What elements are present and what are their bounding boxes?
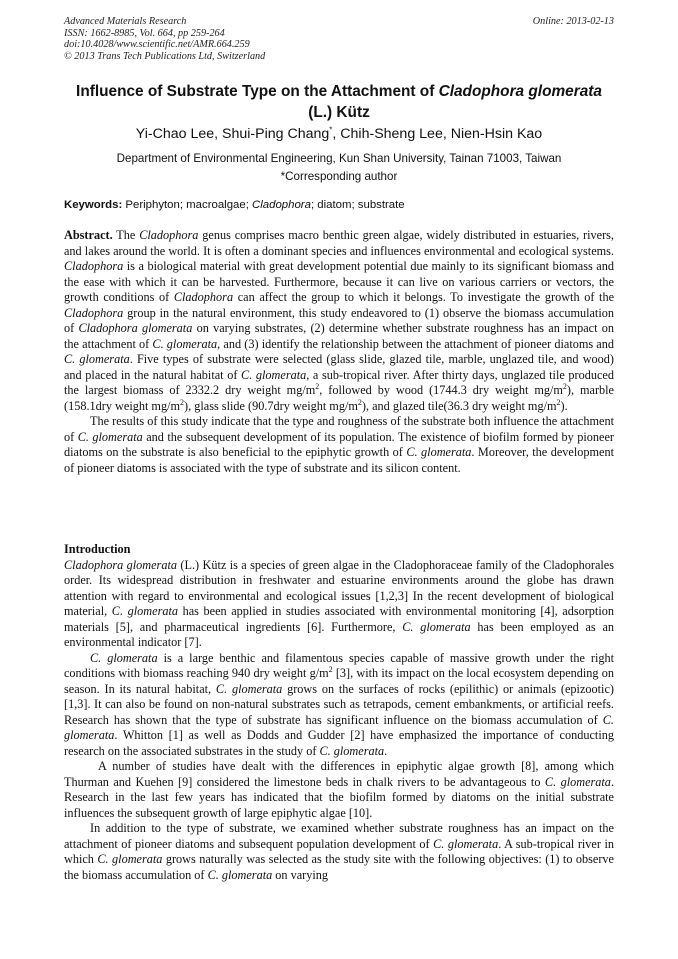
species-name: Cladophora [139, 228, 199, 242]
species-name: C. glomerata [90, 650, 158, 665]
abstract-text: group in the natural environment, this study endeavored to (1) observe the biomass accumulation of [64, 305, 614, 335]
author-4: , Nien-Hsin Kao [442, 126, 543, 142]
abstract-text: and the subsequent development of its population. The existence of biofilm formed by pioneer diatoms on the substrate is also beneficial to the epiphytic growth of [64, 429, 615, 459]
abstract-text: ), glass slide (90.7dry weight mg/m [184, 398, 358, 413]
species-name: C. glomerata [77, 429, 143, 444]
intro-text: has been applied in studies associated with environmental monitoring [4], adsorption materials [5], and pharmaceutical ingredients [6]. Furthermore, [64, 604, 614, 634]
abstract-text: . Moreover, the development of pioneer diatoms is associated with the type of substrate and its silicon content. [64, 445, 614, 475]
abstract-text: on varying substrates, (2) determine whether substrate roughness has an impact on the attachment of [64, 321, 614, 351]
intro-text: on varying [272, 867, 329, 882]
issn-line: ISSN: 1662-8985, Vol. 664, pp 259-264 [64, 27, 225, 39]
abstract-text: The [112, 228, 140, 242]
superscript: 2 [328, 664, 333, 674]
species-name: C. glomerata [402, 619, 471, 634]
journal-header [64, 16, 614, 62]
intro-text: . A sub-tropical river in which [64, 836, 614, 866]
abstract-text: The results of this study indicate that the type and roughness of the substrate both influence the attachment of [64, 414, 614, 444]
superscript: 2 [562, 381, 567, 391]
intro-text: . Whitton [1] as well as Dodds and Gudder [2] have emphasized the importance of conducting research on the associated substrates in the study of [64, 728, 614, 758]
species-name: C. glomerata [97, 852, 163, 866]
abstract-label: Abstract. [64, 228, 113, 242]
intro-paragraph-1 [64, 558, 614, 651]
intro-text: is a large benthic and filamentous species capable of massive growth under the right conditions with biomass reaching 940 dry weight g/m [64, 650, 615, 680]
intro-text: grows naturally was selected as the study site with the following objectives: (1) to observe the biomass accumulation of [64, 852, 614, 882]
corresponding-note: *Corresponding author [280, 170, 398, 183]
doi-line: doi:10.4028/www.scientific.net/AMR.664.259 [64, 39, 250, 51]
intro-text: A number of studies have dealt with the differences in epiphytic algae growth [8], among which Thurman and Kuehen [9] considered the limestone beds in chalk rivers to be advantageous to [64, 759, 614, 789]
intro-text: . [384, 743, 388, 758]
paper-title [40, 81, 638, 123]
intro-text: [3], with its impact on the local ecosystem depending on season. In its natural habitat, [64, 666, 614, 696]
intro-text: (L.) Kütz is a species of green algae in the Cladophoraceae family of the Cladophorales order. Its widespread distribution in freshwater and estuarine environments around the globe has drawn attention with regard to environmental and ecological issues [1,2,3] In the recent development of biological material, [64, 557, 614, 618]
abstract-text: ). [560, 398, 568, 413]
keywords [64, 198, 614, 213]
intro-text: . Research in the last few years has indicated that the biofilm formed by diatoms on the initial substrate influences the subsequent growth of large epiphytic algae [10]. [64, 774, 614, 820]
introduction-section [64, 542, 614, 883]
species-name: Cladophora glomerata [78, 321, 193, 335]
abstract-text: ), and glazed tile(36.3 dry weight mg/m [361, 398, 557, 413]
affiliation [40, 150, 638, 186]
title-tail: (L.) Kütz [308, 104, 370, 121]
author-1-2: Yi-Chao Lee, Shui-Ping Chang [135, 126, 330, 142]
abstract-text: ), marble (158.1dry weight mg/m [64, 383, 614, 413]
species-name: Cladophora [173, 290, 234, 304]
abstract-section [64, 228, 614, 476]
abstract-text: is a biological material with great development potential due mainly to its significant biomass and the ease with which it can be harvested. Furthermore, because it can live on various carriers or vectors, the growth conditions of [64, 259, 614, 304]
keywords-text-1: Periphyton; macroalgae; [122, 199, 253, 211]
abstract-text: genus comprises macro benthic green algae, widely distributed in estuaries, rivers, and lakes around the world. It is often a dominant species and influences environmental and ecological systems. [64, 228, 614, 258]
species-name: C. glomerata [152, 336, 218, 351]
species-name: C. glomerata [241, 367, 307, 382]
abstract-text: , followed by wood (1744.3 dry weight mg/m [319, 383, 563, 397]
superscript: 2 [556, 397, 561, 407]
species-name: C. glomerata [433, 836, 499, 851]
species-name: Cladophora [64, 305, 124, 320]
superscript: 2 [315, 381, 320, 391]
corresponding-mark: * [329, 125, 333, 135]
author-list [40, 125, 638, 143]
title-main: Influence of Substrate Type on the Attachment of [76, 83, 439, 100]
species-name: C. glomerata [207, 867, 273, 882]
superscript: 2 [357, 397, 362, 407]
species-name: C. glomerata [406, 445, 472, 459]
online-date: Online: 2013-02-13 [532, 16, 614, 27]
abstract-paragraph-2 [64, 414, 614, 476]
journal-name: Advanced Materials Research [64, 16, 187, 27]
superscript: 2 [180, 397, 185, 407]
species-name: Cladophora glomerata [64, 557, 177, 572]
abstract-text: can affect the group to which it belongs. To investigate the growth of the [233, 290, 615, 304]
intro-paragraph-3 [64, 759, 614, 821]
keywords-italic: Cladophora [252, 199, 311, 211]
intro-paragraph-4 [64, 821, 614, 883]
species-name: Cladophora [64, 259, 124, 273]
species-name: C. glomerata [319, 743, 385, 758]
abstract-text: , a sub-tropical river. After thirty days, unglazed tile produced the largest biomass of 2332.2 dry weight mg/m [64, 367, 614, 397]
intro-text: grows on the surfaces of rocks (epilithic) or animals (epizootic) [1,3]. It can also be found on non-natural substrates such as tetrapods, cement embankments, or artificial reefs. Research has shown that the type of substrate has significant influence on the biomass accumulation of [64, 681, 614, 727]
abstract-paragraph-1 [64, 228, 614, 414]
introduction-heading: Introduction [64, 542, 131, 556]
intro-text: has been employed as an environmental indicator [7]. [64, 619, 614, 649]
abstract-text: . Five types of substrate were selected (glass slide, glazed tile, marble, unglazed tile, and wood) and placed in the natural habitat of [64, 352, 614, 382]
keywords-text-2: ; diatom; substrate [310, 199, 405, 211]
species-name: C. glomerata [64, 352, 130, 366]
species-name: C. glomerata [64, 712, 614, 742]
species-name: C. glomerata [544, 774, 611, 789]
abstract-text: , and (3) identify the relationship between the attachment of pioneer diatoms and [217, 336, 614, 351]
species-name: C. glomerata [215, 681, 283, 696]
keywords-label: Keywords: [64, 199, 123, 211]
species-name: C. glomerata [111, 604, 178, 618]
title-species: Cladophora glomerata [438, 83, 602, 100]
intro-paragraph-2 [64, 651, 614, 760]
author-3: , Chih-Sheng Lee [332, 126, 443, 142]
copyright-line: © 2013 Trans Tech Publications Ltd, Switzerland [64, 50, 266, 62]
intro-text: In addition to the type of substrate, we examined whether substrate roughness has an impact on the attachment of pioneer diatoms and subsequent population development of [64, 821, 614, 851]
department: Department of Environmental Engineering, Kun Shan University, Tainan 71003, Taiwan [116, 152, 562, 165]
